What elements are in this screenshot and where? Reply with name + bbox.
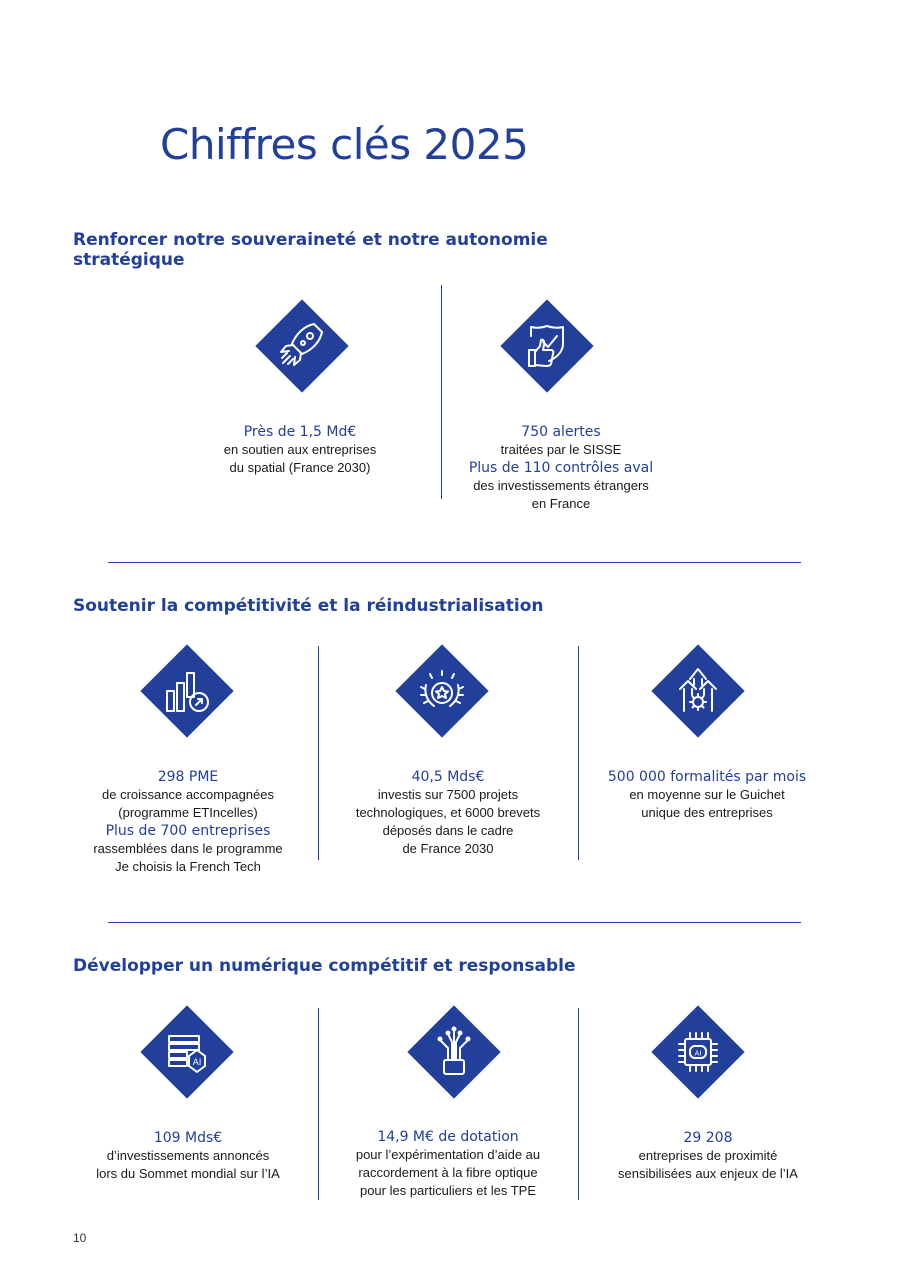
stat-ai-awareness [592,1129,824,1183]
stat-highlight: 40,5 Mds€ [411,769,485,785]
stat-highlight: Près de 1,5 Md€ [243,424,357,440]
stat-highlight: 109 Mds€ [153,1130,223,1146]
stat-text: rassemblées dans le programme [93,841,283,856]
stat-sisse-alerts [441,423,681,513]
stat-text: de France 2030 [402,841,494,856]
stat-text: de croissance accompagnées [102,787,274,802]
stat-highlight: Plus de 110 contrôles aval [468,460,654,476]
shield-check-icon [514,313,580,379]
stat-highlight: 750 alertes [521,424,601,440]
stat-text: sensibilisées aux enjeux de l’IA [618,1166,798,1181]
stat-space-funding [180,423,420,477]
page-title: Chiffres clés 2025 [160,120,529,169]
ai-server-icon [154,1019,220,1085]
ai-chip-icon [665,1019,731,1085]
stat-business-formalities [592,768,822,822]
stat-text: des investissements étrangers [473,478,649,493]
stat-sme-growth [68,768,308,876]
stat-text: raccordement à la fibre optique [358,1165,538,1180]
column-divider [318,646,319,860]
fiber-optic-icon [421,1019,487,1085]
stat-fiber-grant [328,1128,568,1200]
stat-ai-summit-investment [68,1129,308,1183]
stat-text: entreprises de proximité [638,1148,778,1163]
arrows-gear-icon [665,658,731,724]
stat-highlight: 500 000 formalités par mois [607,769,807,785]
growth-chart-icon [154,658,220,724]
section-heading-competitiveness: Soutenir la compétitivité et la réindustrialisation [73,596,544,616]
stat-text: d’investissements annoncés [106,1148,270,1163]
stat-text: unique des entreprises [641,805,773,820]
stat-text: investis sur 7500 projets [377,787,519,802]
stat-highlight: 14,9 M€ de dotation [377,1129,519,1145]
stat-highlight: 29 208 [683,1130,733,1146]
section-heading-line: Renforcer notre souveraineté et notre autonomie [73,230,548,250]
page-number: 10 [73,1231,87,1245]
stat-text: technologiques, et 6000 brevets [355,805,541,820]
stat-text: pour l’expérimentation d’aide au [355,1147,541,1162]
stat-text: traitées par le SISSE [500,442,622,457]
section-divider [108,562,801,563]
stat-text: (programme ETIncelles) [118,805,258,820]
section-heading-line: stratégique [73,250,185,270]
column-divider [578,646,579,860]
stat-text: du spatial (France 2030) [229,460,371,475]
column-divider [578,1008,579,1200]
icon-label: AI [694,1049,702,1058]
section-divider [108,922,801,923]
icon-label: AI [192,1058,202,1068]
column-divider [318,1008,319,1200]
stat-highlight: 298 PME [157,769,219,785]
stat-highlight: Plus de 700 entreprises [105,823,271,839]
laurel-star-icon [409,658,475,724]
stat-text: en soutien aux entreprises [223,442,377,457]
stat-text: lors du Sommet mondial sur l’IA [96,1166,280,1181]
stat-text: Je choisis la French Tech [115,859,261,874]
stat-text: en moyenne sur le Guichet [629,787,785,802]
section-heading-sovereignty [73,230,593,270]
stat-text: en France [531,496,591,511]
stat-text: déposés dans le cadre [382,823,514,838]
rocket-icon [269,313,335,379]
stat-text: pour les particuliers et les TPE [359,1183,537,1198]
stat-france-2030-investment [328,768,568,858]
section-heading-digital: Développer un numérique compétitif et responsable [73,956,576,976]
